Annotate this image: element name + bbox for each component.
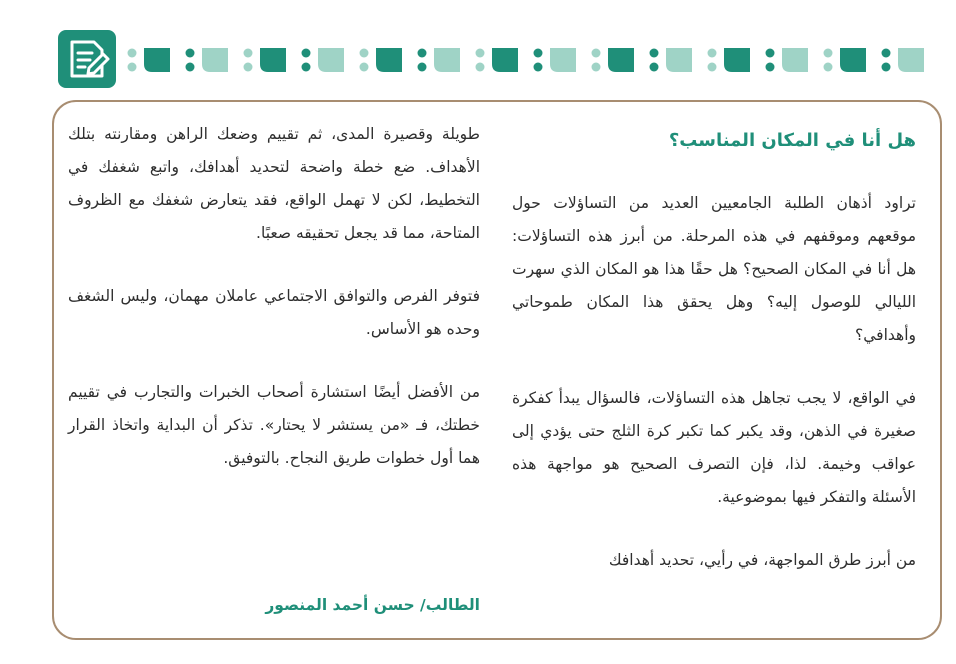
paragraph: من الأفضل أيضًا استشارة أصحاب الخبرات والتجارب في تقييم خطتك، فـ «من يستشر لا يحتار». تذكر أن البداية واتخاذ القرار هما أول خطوات طريق النجاح. بالتوفيق. bbox=[68, 383, 480, 467]
pattern-dot bbox=[418, 49, 427, 58]
pattern-block bbox=[376, 48, 402, 72]
pattern-dot bbox=[766, 63, 775, 72]
pattern-block bbox=[782, 48, 808, 72]
edit-document-icon bbox=[58, 30, 116, 88]
pattern-dot bbox=[476, 49, 485, 58]
pattern-block bbox=[144, 48, 170, 72]
pattern-block bbox=[898, 48, 924, 72]
pattern-block bbox=[318, 48, 344, 72]
pattern-dot bbox=[650, 63, 659, 72]
pattern-block bbox=[434, 48, 460, 72]
pattern-dot bbox=[244, 49, 253, 58]
pattern-dot bbox=[360, 49, 369, 58]
pattern-block bbox=[666, 48, 692, 72]
pattern-dot bbox=[882, 49, 891, 58]
pattern-dot bbox=[128, 63, 137, 72]
pattern-dot bbox=[708, 63, 717, 72]
pattern-dot bbox=[302, 49, 311, 58]
article-left-column bbox=[68, 118, 480, 505]
pattern-block bbox=[724, 48, 750, 72]
pattern-dot bbox=[360, 63, 369, 72]
pattern-dot bbox=[592, 63, 601, 72]
pattern-block bbox=[260, 48, 286, 72]
pattern-dot bbox=[128, 49, 137, 58]
pattern-block bbox=[840, 48, 866, 72]
article-right-column bbox=[512, 118, 916, 607]
pattern-dot bbox=[824, 49, 833, 58]
article-title: هل أنا في المكان المناسب؟ bbox=[668, 130, 916, 151]
decorative-pattern bbox=[124, 40, 950, 80]
pattern-dot bbox=[882, 63, 891, 72]
pattern-dot bbox=[244, 63, 253, 72]
pattern-dot bbox=[186, 49, 195, 58]
paragraph: من أبرز طرق المواجهة، في رأيي، تحديد أهدافك bbox=[608, 551, 916, 569]
header-band bbox=[0, 0, 956, 96]
pattern-block bbox=[492, 48, 518, 72]
pattern-dot bbox=[650, 49, 659, 58]
paragraph: في الواقع، لا يجب تجاهل هذه التساؤلات، فالسؤال يبدأ كفكرة صغيرة في الذهن، وقد يكبر كما تكبر كرة الثلج حتى يؤدي إلى عواقب وخيمة. لذا، فإن التصرف الصحيح هو مواجهة هذه الأسئلة والتفكر فيها بموضوعية. bbox=[512, 389, 916, 506]
paragraph: فتوفر الفرص والتوافق الاجتماعي عاملان مهمان، وليس الشغف وحده هو الأساس. bbox=[68, 287, 480, 338]
pattern-dot bbox=[418, 63, 427, 72]
pattern-dot bbox=[766, 49, 775, 58]
author-signature: الطالب/ حسن أحمد المنصور bbox=[265, 596, 480, 614]
pattern-dot bbox=[592, 49, 601, 58]
pattern-block bbox=[608, 48, 634, 72]
paragraph: طويلة وقصيرة المدى، ثم تقييم وضعك الراهن ومقارنته بتلك الأهداف. ضع خطة واضحة لتحديد أهدافك، واتبع شغفك في التخطيط، لكن لا تهمل الواقع، فقد يتعارض شغفك مع الظروف المتاحة، مما قد يجعل تحقيقه صعبًا. bbox=[68, 125, 480, 242]
pattern-block bbox=[550, 48, 576, 72]
pattern-dot bbox=[534, 63, 543, 72]
pattern-block bbox=[202, 48, 228, 72]
pattern-dot bbox=[534, 49, 543, 58]
pattern-dot bbox=[476, 63, 485, 72]
pattern-dot bbox=[186, 63, 195, 72]
pattern-dot bbox=[824, 63, 833, 72]
pattern-dot bbox=[708, 49, 717, 58]
pattern-dot bbox=[302, 63, 311, 72]
paragraph: تراود أذهان الطلبة الجامعيين العديد من التساؤلات حول موقعهم وموقفهم في هذه المرحلة. من أبرز هذه التساؤلات: هل أنا في المكان الصحيح؟ هل حقًا هذا هو المكان الذي سهرت الليالي للوصول إليه؟ وهل يحقق هذا المكان طموحاتي وأهدافي؟ bbox=[512, 194, 916, 344]
section-logo bbox=[58, 30, 116, 88]
